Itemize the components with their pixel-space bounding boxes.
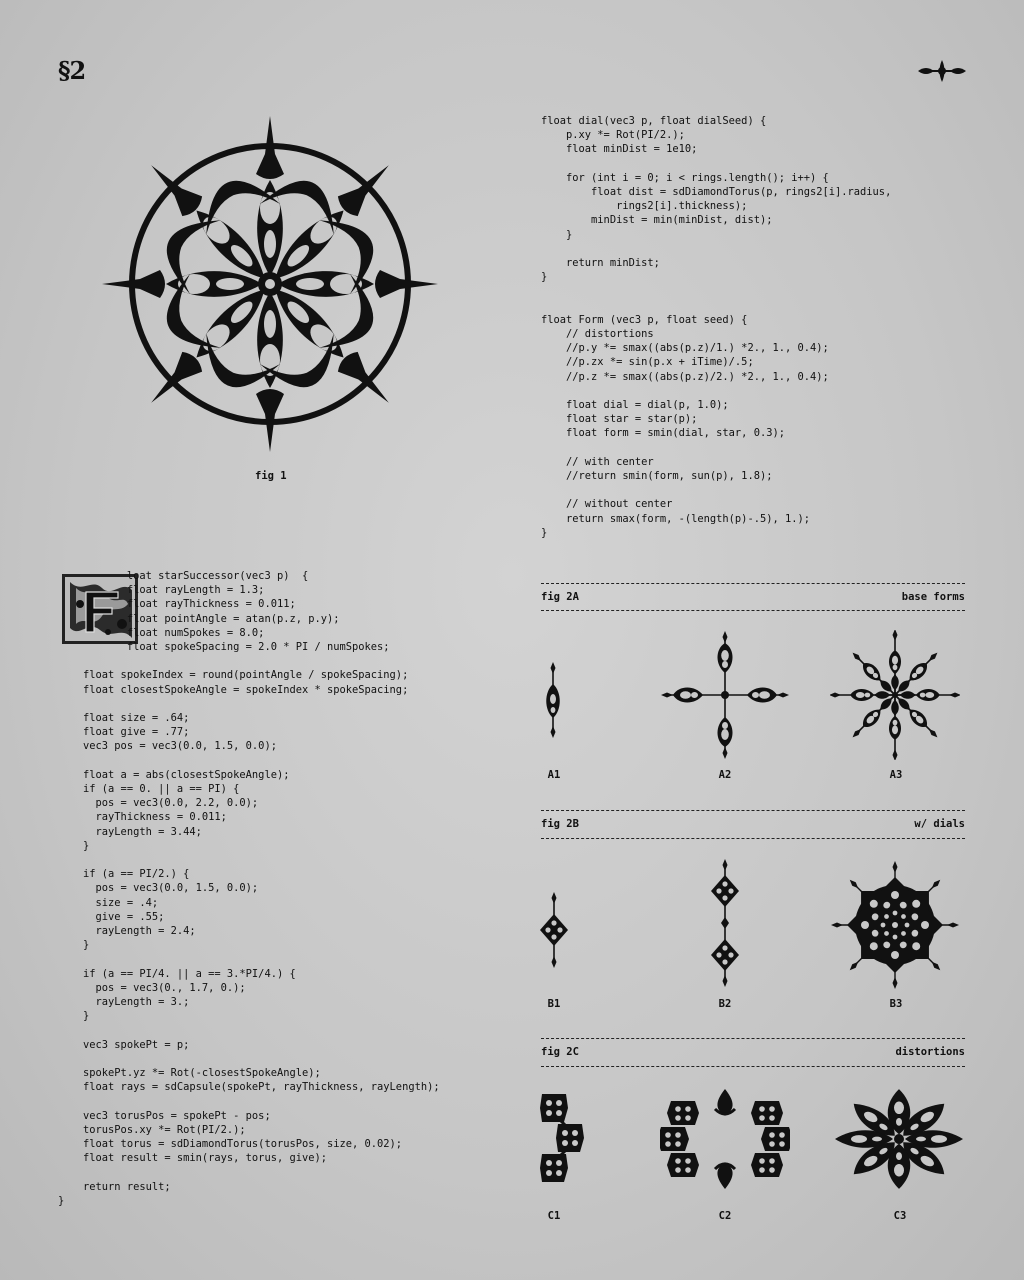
fig1-caption: fig 1 [255, 470, 287, 482]
dial-form-code-block: float dial(vec3 p, float dialSeed) { p.xy *= Rot(PI/2.); float minDist = 1e10; for (int i = 0; i < rings.length(); i++) { float dist = sdDiamondTorus(p, rings2[i].radius, rings2[i].thickness); minDist = min(minDist, dist); } return minDist; } float Form (vec3 p, float seed) { // distortions //p.y *= smax((abs(p.z)/1.) *2., 1., 0.4); //p.zx *= sin(p.x + iTime)/.5; //p.z *= smax((abs(p.z)/2.) *2., 1., 0.4); float dial = dial(p, 1.0); float star = star(p); float form = smin(dial, star, 0.3); // with center //return smin(form, sun(p), 1.8); // without center return smax(form, -(length(p)-.5), 1.); } [541, 115, 892, 539]
caption-c3: C3 [893, 1210, 907, 1222]
glyph-c2 [660, 1084, 790, 1194]
glyph-a2 [660, 630, 790, 760]
fig2b-header [541, 818, 965, 830]
fig2a-header [541, 591, 965, 603]
caption-b3: B3 [889, 998, 903, 1010]
caption-c1: C1 [547, 1210, 561, 1222]
caption-a1: A1 [547, 769, 561, 781]
fig2a-top-rule [541, 583, 965, 584]
fig2c-top-rule [541, 1038, 965, 1039]
glyph-b3 [830, 860, 960, 990]
fleuron-icon [916, 58, 968, 84]
fig2b-label: fig 2B [541, 818, 579, 830]
fig1-dial-illustration [100, 114, 440, 454]
glyph-b2 [700, 858, 750, 988]
glyph-c1 [534, 1090, 590, 1186]
caption-b2: B2 [718, 998, 732, 1010]
fig2c-bottom-rule [541, 1066, 965, 1067]
fig2c-title: distortions [895, 1046, 965, 1058]
caption-a3: A3 [889, 769, 903, 781]
star-successor-code-block: loat starSuccessor(vec3 p) { float rayLength = 1.3; float rayThickness = 0.011; float pointAngle = atan(p.z, p.y); float numSpokes = 8.0; float spokeSpacing = 2.0 * PI / numSpokes; float spokeIndex = round(pointAngle / spokeSpacing); float closestSpokeAngle = spokeIndex * spokeSpacing; float size = .64; float give = .77; vec3 pos = vec3(0.0, 1.5, 0.0); float a = abs(closestSpokeAngle); if (a == 0. || a == PI) { pos = vec3(0.0, 2.2, 0.0); rayThickness = 0.011; rayLength = 3.44; } if (a == PI/2.) { pos = vec3(0.0, 1.5, 0.0); size = .4; give = .55; rayLength = 2.4; } if (a == PI/4. || a == 3.*PI/4.) { pos = vec3(0., 1.7, 0.); rayLength = 3.; } vec3 spokePt = p; spokePt.yz *= Rot(-closestSpokeAngle); float rays = sdCapsule(spokePt, rayThickness, rayLength); vec3 torusPos = spokePt - pos; torusPos.xy *= Rot(PI/2.); float torus = sdDiamondTorus(torusPos, size, 0.02); float result = smin(rays, torus, give); return result; } [58, 570, 440, 1207]
fig2b-bottom-rule [541, 838, 965, 839]
fig2a-label: fig 2A [541, 591, 579, 603]
fig2a-bottom-rule [541, 610, 965, 611]
glyph-a3 [830, 630, 960, 760]
caption-b1: B1 [547, 998, 561, 1010]
glyph-b1 [529, 890, 579, 970]
glyph-c3 [834, 1084, 964, 1194]
section-number: §2 [58, 56, 86, 85]
fig2b-top-rule [541, 810, 965, 811]
fig2c-label: fig 2C [541, 1046, 579, 1058]
fig2b-title: w/ dials [914, 818, 965, 830]
fig2a-title: base forms [901, 591, 965, 603]
caption-c2: C2 [718, 1210, 732, 1222]
caption-a2: A2 [718, 769, 732, 781]
glyph-a1 [528, 660, 578, 740]
fig2c-header [541, 1046, 965, 1058]
